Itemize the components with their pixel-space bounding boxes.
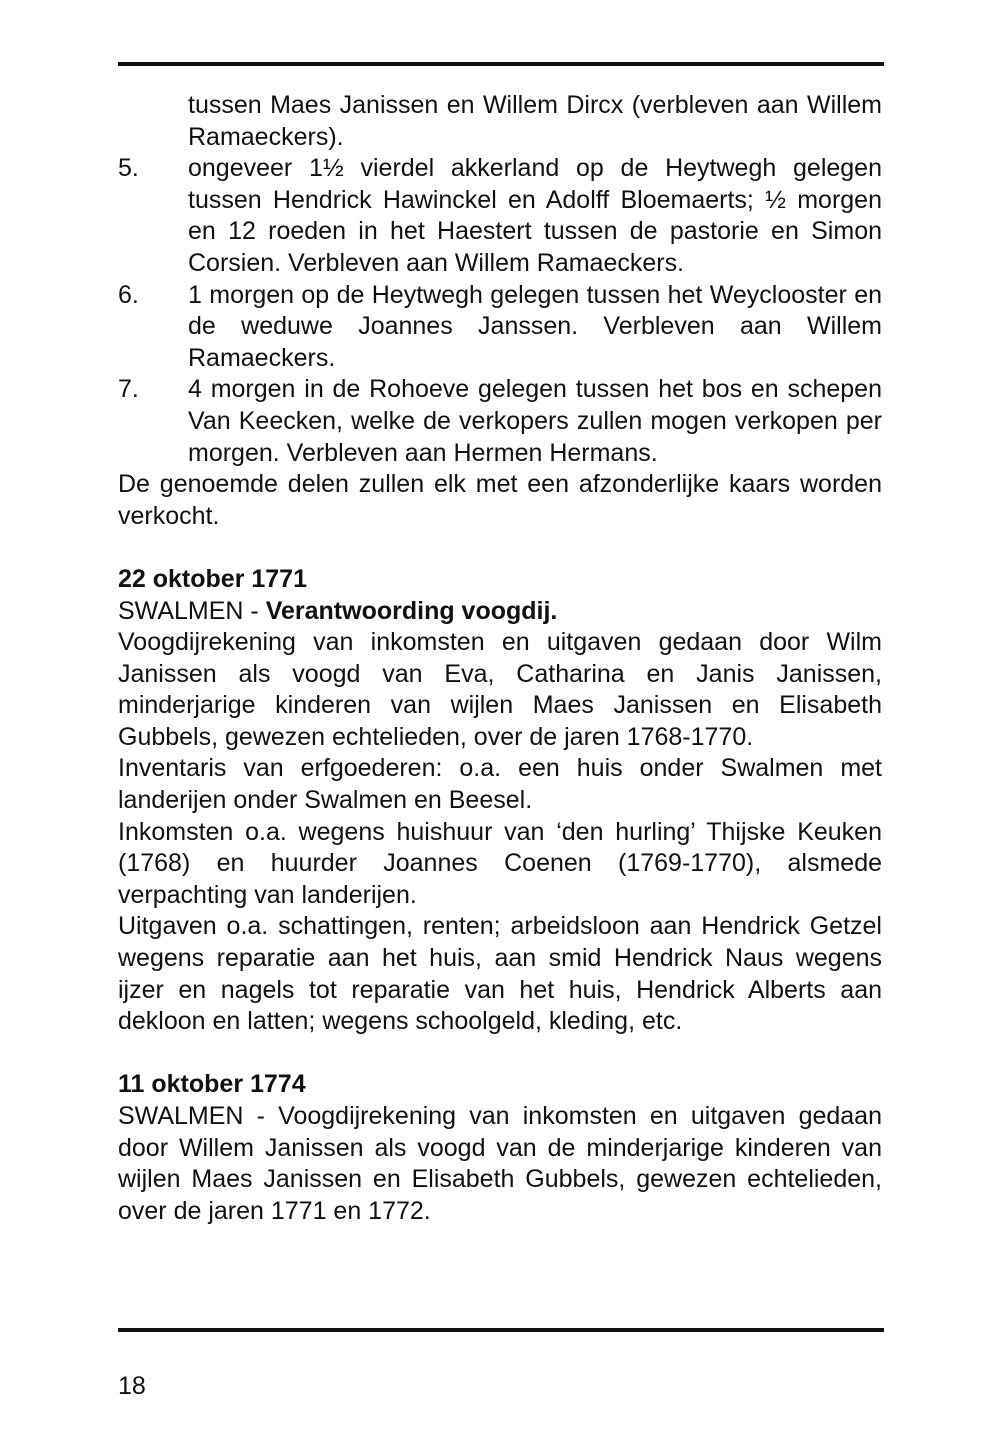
page-number: 18 [118, 1372, 146, 1400]
list-item [118, 374, 882, 469]
entry1-heading [118, 596, 882, 628]
bottom-rule [118, 1328, 884, 1332]
list-item [118, 153, 882, 279]
entry1-date: 22 oktober 1771 [118, 564, 307, 593]
item-number: 6. [118, 280, 139, 309]
entry1-subject: Verantwoording voogdij. [265, 596, 558, 625]
entry1-place: SWALMEN - [118, 596, 266, 625]
item-number: 5. [118, 154, 139, 183]
entry1-paragraph: Inventaris van erfgoederen: o.a. een huis onder Swalmen met landerijen onder Swalmen en Beesel. [118, 754, 882, 815]
entry1-paragraph: Inkomsten o.a. wegens huishuur van ‘den hurling’ Thijske Keuken (1768) en huurder Joannes Coenen (1769-1770), alsmede verpachting van landerijen. [118, 817, 882, 909]
entry2-text: SWALMEN - Voogdijrekening van inkomsten en uitgaven gedaan door Willem Janissen als voogd van de minderjarige kinderen van wijlen Maes Janissen en Elisabeth Gubbels, gewezen echtelieden, over de jaren 1771 en 1772. [118, 1102, 882, 1225]
item-text: 1 morgen op de Heytwegh gelegen tussen het Weyclooster en de weduwe Joannes Janssen. Verbleven aan Willem Ramaeckers. [188, 280, 882, 372]
closing-paragraph: De genoemde delen zullen elk met een afzonderlijke kaars worden verkocht. [118, 470, 882, 530]
entry1-paragraph: Uitgaven o.a. schattingen, renten; arbeidsloon aan Hendrick Getzel wegens reparatie aan het huis, aan smid Hendrick Naus wegens ijzer en nagels tot reparatie van het huis, Hendrick Alberts aan dekloon en latten; wegens schoolgeld, kleding, etc. [118, 912, 882, 1036]
entry2-date: 11 oktober 1774 [118, 1070, 306, 1099]
page-content [118, 90, 882, 1227]
continued-item-text: tussen Maes Janissen en Willem Dircx (verbleven aan Willem Ramaeckers). [188, 91, 882, 151]
item-text: ongeveer 1½ vierdel akkerland op de Heytwegh gelegen tussen Hendrick Hawinckel en Adolff Bloemaerts; ½ morgen en 12 roeden in het Haestert tussen de pastorie en Simon Corsien. Verbleven aan Willem Ramaeckers. [188, 154, 882, 277]
item-number: 7. [118, 375, 139, 404]
list-item [118, 280, 882, 375]
top-rule [118, 62, 884, 66]
item-text: 4 morgen in de Rohoeve gelegen tussen het bos en schepen Van Keecken, welke de verkopers zullen mogen verkopen per morgen. Verbleven aan Hermen Hermans. [188, 375, 882, 467]
entry1-paragraph: Voogdijrekening van inkomsten en uitgaven gedaan door Wilm Janissen als voogd van Eva, Catharina en Janis Janissen, minderjarige kinderen van wijlen Maes Janissen en Elisabeth Gubbels, gewezen echtelieden, over de jaren 1768-1770. [118, 628, 882, 751]
